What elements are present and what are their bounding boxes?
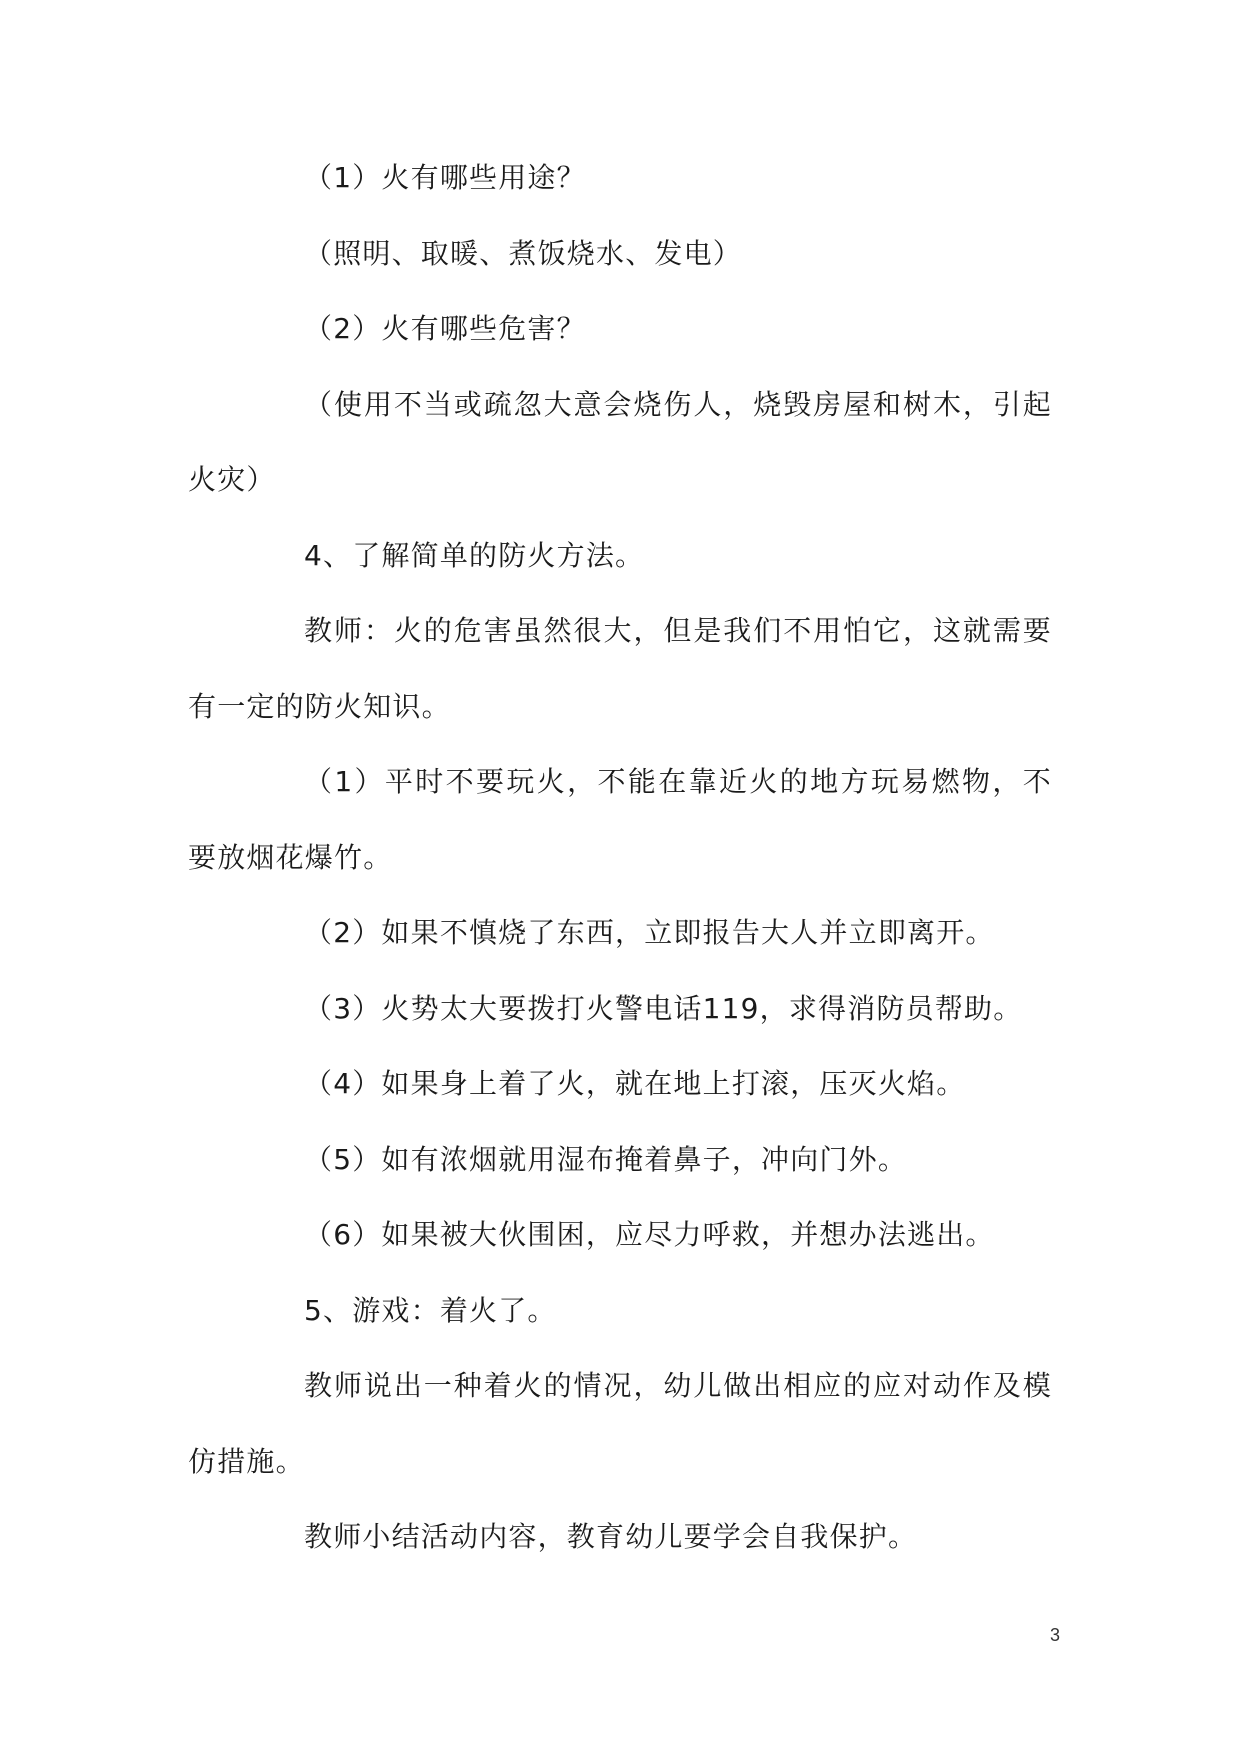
paragraph-fire-harm-question: （2）火有哪些危害？ xyxy=(304,312,586,345)
paragraph-rule-4: （4）如果身上着了火，就在地上打滚，压灭火焰。 xyxy=(304,1067,966,1100)
paragraph-game-description: 教师说出一种着火的情况，幼儿做出相应的应对动作及模仿措施。 xyxy=(188,1369,1052,1478)
paragraph-teacher-intro: 教师：火的危害虽然很大，但是我们不用怕它，这就需要有一定的防火知识。 xyxy=(188,614,1052,723)
paragraph-fire-harm-answer: （使用不当或疏忽大意会烧伤人，烧毁房屋和树木，引起火灾） xyxy=(188,387,1052,496)
body-text xyxy=(188,140,1052,1575)
paragraph-step-4-heading: 4、了解简单的防火方法。 xyxy=(304,538,645,572)
page-number: 3 xyxy=(1049,1625,1060,1645)
paragraph-fire-uses-question: （1）火有哪些用途？ xyxy=(304,161,586,194)
paragraph-rule-1: （1）平时不要玩火，不能在靠近火的地方玩易燃物，不要放烟花爆竹。 xyxy=(188,765,1052,874)
paragraph-rule-2: （2）如果不慎烧了东西，立即报告大人并立即离开。 xyxy=(304,916,995,949)
paragraph-fire-uses-answer: （照明、取暖、煮饭烧水、发电） xyxy=(304,236,743,270)
paragraph-rule-3: （3）火势太大要拨打火警电话119，求得消防员帮助。 xyxy=(304,991,1023,1025)
paragraph-rule-5: （5）如有浓烟就用湿布掩着鼻子，冲向门外。 xyxy=(304,1142,908,1176)
paragraph-step-5-heading: 5、游戏：着火了。 xyxy=(304,1293,557,1327)
paragraph-rule-6: （6）如果被大伙围困，应尽力呼救，并想办法逃出。 xyxy=(304,1218,995,1251)
paragraph-summary: 教师小结活动内容，教育幼儿要学会自我保护。 xyxy=(304,1520,918,1553)
